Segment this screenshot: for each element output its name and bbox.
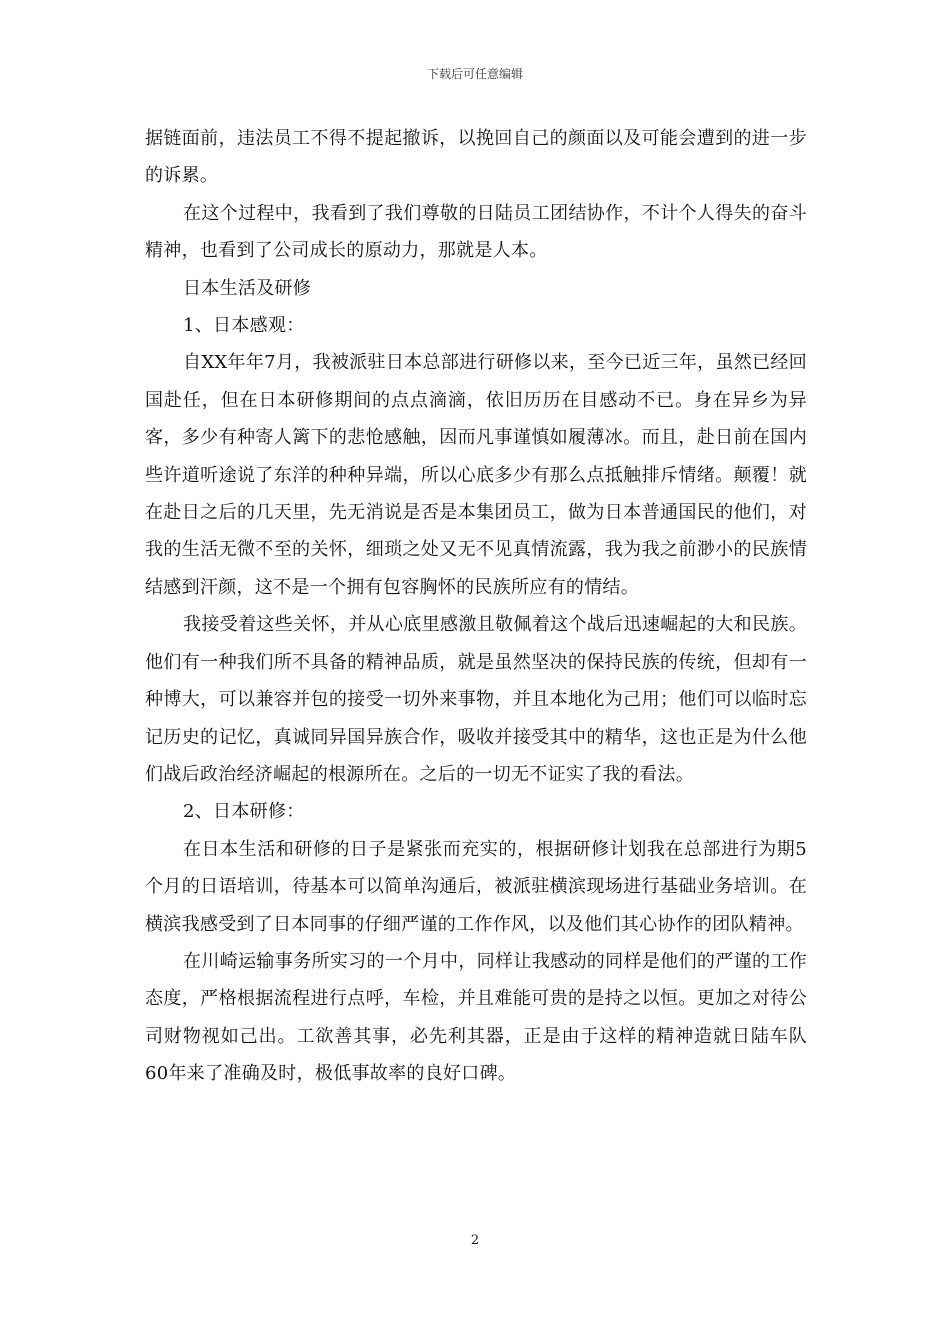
paragraph: 自XX年年7月，我被派驻日本总部进行研修以来，至今已近三年，虽然已经回国赴任，但在日本研修期间的点点滴滴，依旧历历在目感动不已。身在异乡为异客，多少有种寄人篱下的悲怆感触，因而凡事谨慎如履薄冰。而且，赴日前在国内些许道听途说了东洋的种种异端，所以心底多少有那么点抵触排斥情绪。颠覆！就在赴日之后的几天里，先无消说是否是本集团员工，做为日本普通国民的他们，对我的生活无微不至的关怀，细琐之处又无不见真情流露，我为我之前渺小的民族情结感到汗颜，这不是一个拥有包容胸怀的民族所应有的情结。 [145, 352, 807, 598]
paragraph: 在这个过程中，我看到了我们尊敬的日陆员工团结协作，不计个人得失的奋斗精神，也看到了公司成长的原动力，那就是人本。 [145, 202, 807, 262]
subsection-heading: 2、日本研修： [183, 801, 305, 823]
paragraph: 在川崎运输事务所实习的一个月中，同样让我感动的同样是他们的严谨的工作态度，严格根据流程进行点呼，车检，并且难能可贵的是持之以恒。更加之对待公司财物视如己出。工欲善其事，必先利其器，正是由于这样的精神造就日陆车队60年来了准确及时，极低事故率的良好口碑。 [145, 950, 807, 1085]
subsection-heading: 1、日本感观： [183, 315, 305, 337]
paragraph: 我接受着这些关怀，并从心底里感激且敬佩着这个战后迅速崛起的大和民族。他们有一种我们所不具备的精神品质，就是虽然坚决的保持民族的传统，但却有一种博大，可以兼容并包的接受一切外来事物，并且本地化为己用；他们可以临时忘记历史的记忆，真诚同异国异族合作，吸收并接受其中的精华，这也正是为什么他们战后政治经济崛起的根源所在。之后的一切无不证实了我的看法。 [145, 614, 807, 785]
page-number: 2 [470, 1233, 480, 1248]
page-header: 下载后可任意编辑 [426, 67, 523, 81]
paragraph: 在日本生活和研修的日子是紧张而充实的，根据研修计划我在总部进行为期5个月的日语培训，待基本可以简单沟通后，被派驻横滨现场进行基础业务培训。在横滨我感受到了日本同事的仔细严谨的工作作风，以及他们其心协作的团队精神。 [145, 838, 807, 935]
section-heading: 日本生活及研修 [183, 277, 312, 299]
document-body [145, 120, 807, 1093]
paragraph: 据链面前，违法员工不得不提起撤诉，以挽回自己的颜面以及可能会遭到的进一步的诉累。 [145, 128, 807, 187]
